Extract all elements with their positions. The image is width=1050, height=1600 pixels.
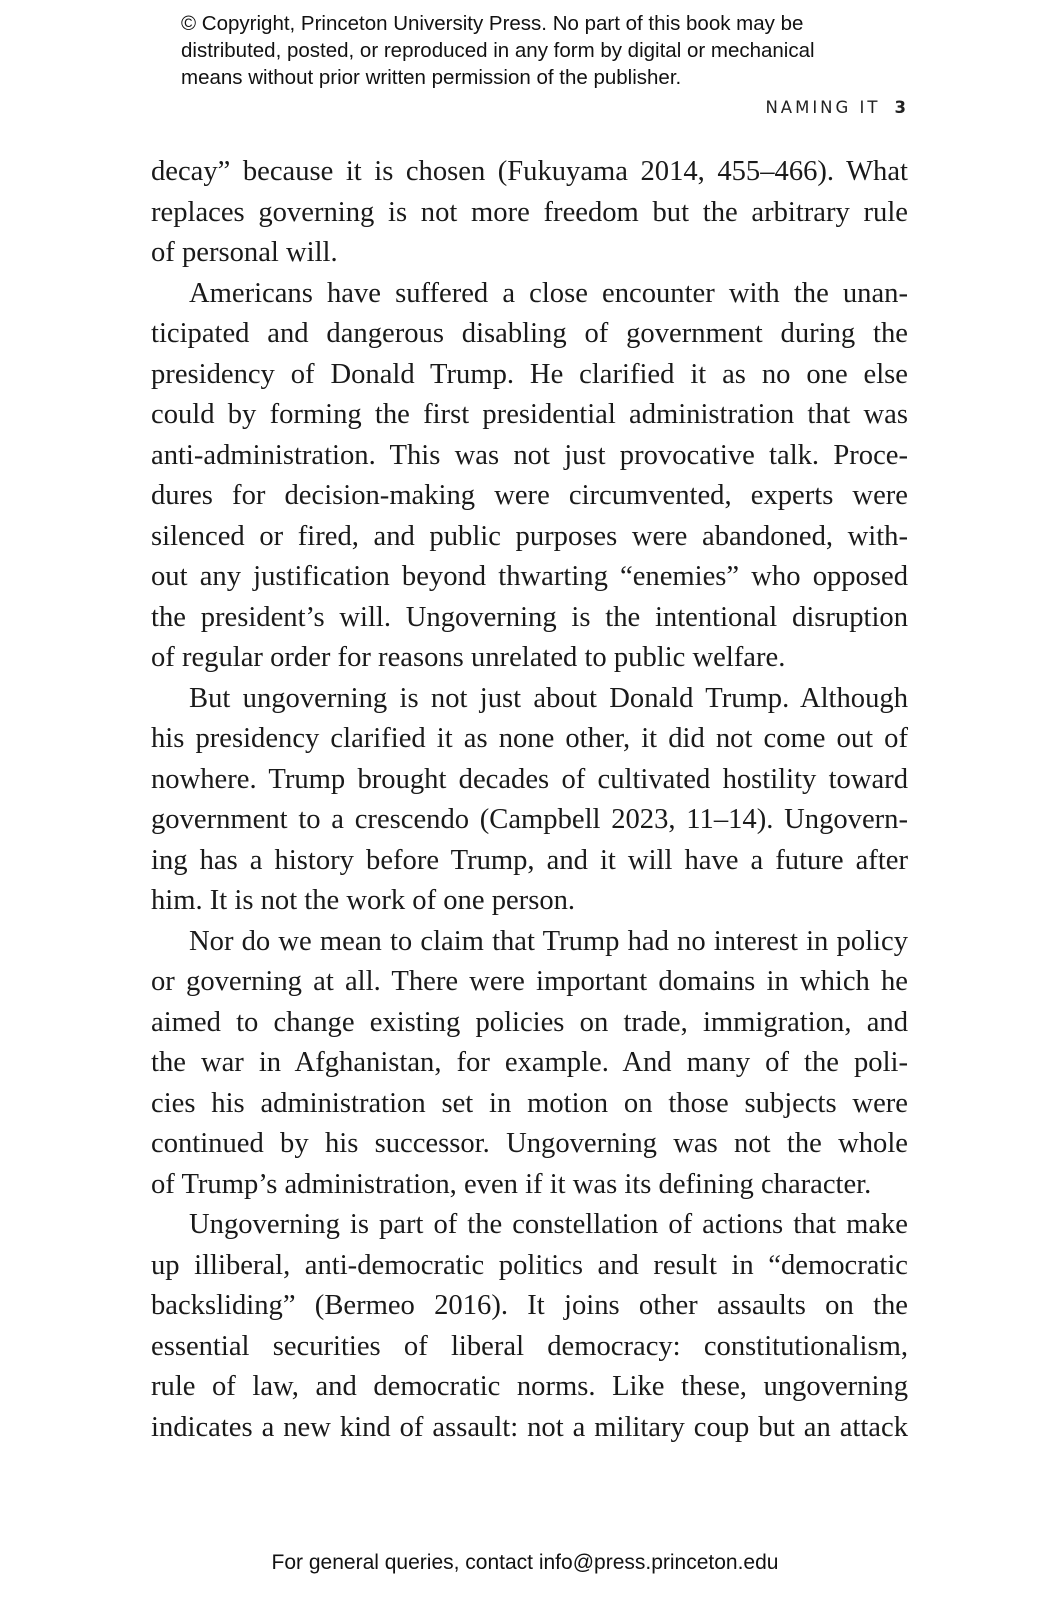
text-line: But ungoverning is not just about Donald Trump. Although <box>189 682 908 714</box>
text-line: Nor do we mean to claim that Trump had no interest in policy <box>189 925 908 957</box>
body-text <box>151 152 908 1448</box>
text-line: Ungoverning is part of the constellation of actions that make <box>189 1209 908 1240</box>
text-line: of regular order for reasons unrelated to public welfare. <box>151 642 786 673</box>
text-line: Americans have suffered a close encounter with the unan- <box>189 277 908 309</box>
copyright-line: means without prior written permission of the publisher. <box>181 66 682 89</box>
text-line: out any justification beyond thwarting “enemies” who opposed <box>151 561 908 592</box>
text-line: ticipated and dangerous disabling of government during the <box>151 318 908 349</box>
chapter-title: NAMING IT <box>765 98 881 117</box>
page-number: 3 <box>894 98 906 117</box>
text-line: silenced or fired, and public purposes were abandoned, with- <box>151 520 908 552</box>
text-line: could by forming the first presidential administration that was <box>151 399 908 430</box>
text-line: continued by his successor. Ungoverning was not the whole <box>151 1128 908 1159</box>
text-line: up illiberal, anti-democratic politics and result in “democratic <box>151 1249 908 1281</box>
text-line: or governing at all. There were important domains in which he <box>151 966 908 997</box>
text-line: replaces governing is not more freedom but the arbitrary rule <box>151 196 908 228</box>
copyright-line: © Copyright, Princeton University Press. No part of this book may be <box>181 12 804 35</box>
text-line: of personal will. <box>151 237 338 268</box>
text-line: him. It is not the work of one person. <box>151 885 576 916</box>
text-line: indicates a new kind of assault: not a military coup but an attack <box>151 1411 908 1443</box>
text-line: aimed to change existing policies on trade, immigration, and <box>151 1006 908 1038</box>
text-line: his presidency clarified it as none other, it did not come out of <box>151 723 908 754</box>
footer-contact: For general queries, contact info@press.princeton.edu <box>271 1551 779 1574</box>
text-line: rule of law, and democratic norms. Like these, ungoverning <box>151 1371 908 1402</box>
copyright-notice <box>181 10 941 91</box>
text-line: presidency of Donald Trump. He clarified it as no one else <box>151 358 908 390</box>
running-head <box>765 98 906 117</box>
text-line: decay” because it is chosen (Fukuyama 2014, 455–466). What <box>151 156 908 187</box>
text-line: dures for decision-making were circumvented, experts were <box>151 480 908 511</box>
text-line: backsliding” (Bermeo 2016). It joins other assaults on the <box>151 1290 908 1321</box>
text-line: the president’s will. Ungoverning is the intentional disruption <box>151 601 908 633</box>
text-line: anti-administration. This was not just provocative talk. Proce- <box>151 439 908 471</box>
copyright-line: distributed, posted, or reproduced in any form by digital or mechanical <box>181 39 815 62</box>
text-line: government to a crescendo (Campbell 2023, 11–14). Ungovern- <box>151 804 908 835</box>
text-line: ing has a history before Trump, and it will have a future after <box>151 844 908 876</box>
text-line: nowhere. Trump brought decades of cultivated hostility toward <box>151 763 908 795</box>
text-line: of Trump’s administration, even if it was its defining character. <box>151 1168 872 1200</box>
text-line: essential securities of liberal democracy: constitutionalism, <box>151 1330 908 1362</box>
text-line: the war in Afghanistan, for example. And many of the poli- <box>151 1047 908 1078</box>
text-line: cies his administration set in motion on those subjects were <box>151 1087 908 1119</box>
